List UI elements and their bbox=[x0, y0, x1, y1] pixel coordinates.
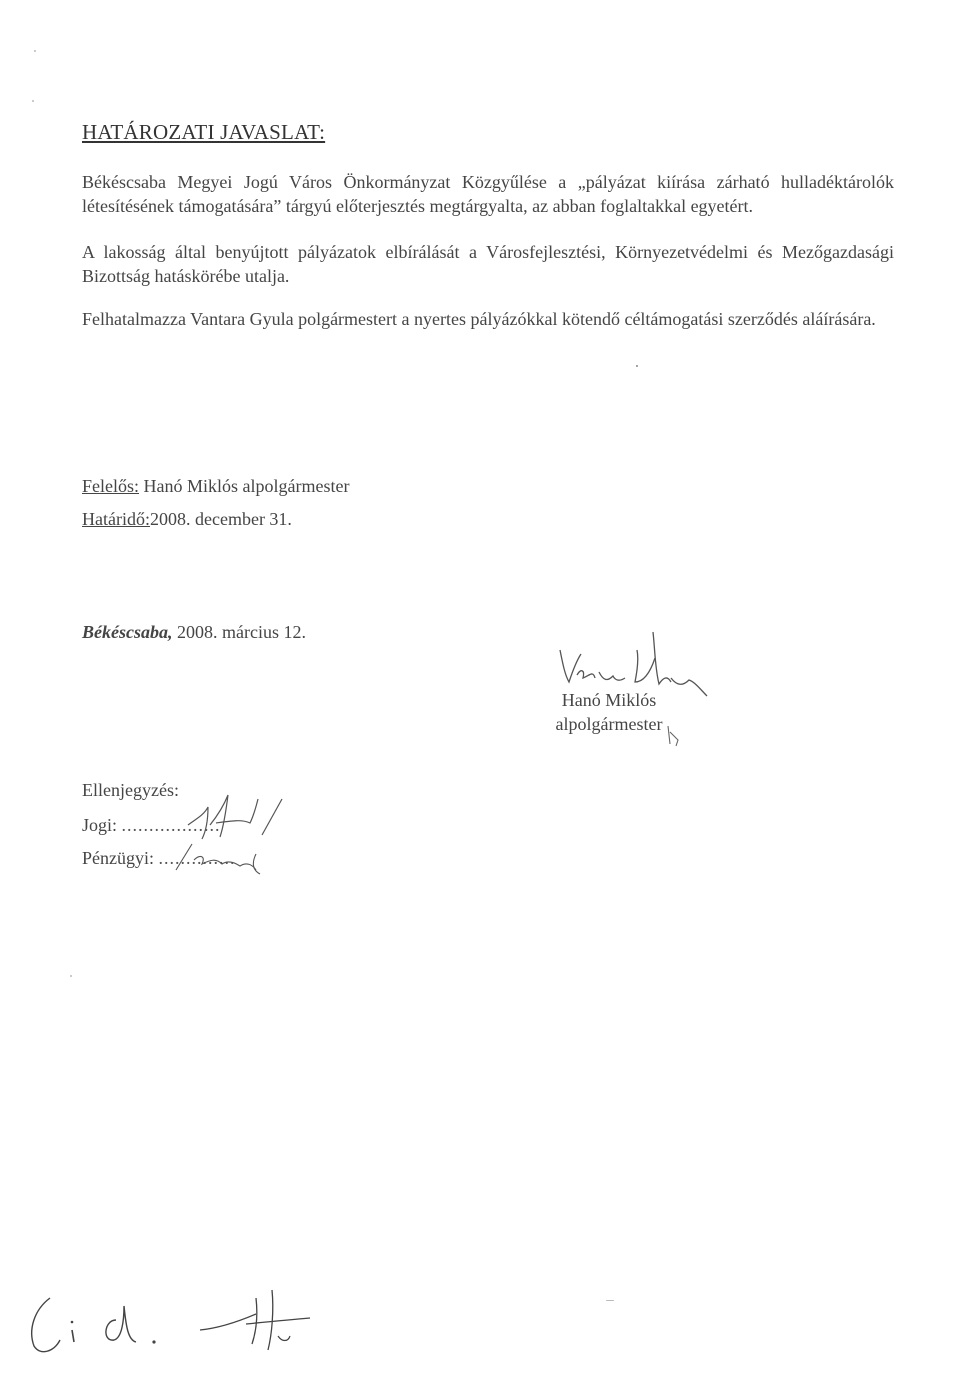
deadline-label: Határidő: bbox=[82, 509, 150, 529]
paragraph-committee: A lakosság által benyújtott pályázatok elbírálását a Városfejlesztési, Környezetvédelmi és Mezőgazdasági Bizottság hatáskörébe utalja. bbox=[82, 242, 894, 286]
deadline-value: 2008. december 31. bbox=[149, 509, 292, 529]
deadline-line bbox=[82, 509, 292, 530]
signatory-block bbox=[544, 688, 674, 736]
signatory-name: Hanó Miklós bbox=[561, 690, 657, 710]
place-date-line bbox=[82, 622, 306, 643]
paragraph-authorization: Felhatalmazza Vantara Gyula polgármestert a nyertes pályázókkal kötendő céltámogatási szerződés aláírására. bbox=[82, 309, 876, 329]
responsible-value: Hanó Miklós alpolgármester bbox=[143, 476, 350, 496]
financial-dots: .............. bbox=[158, 848, 236, 868]
scan-speck bbox=[34, 50, 36, 52]
signatory-initial-mark bbox=[664, 718, 694, 748]
scan-speck bbox=[636, 365, 638, 367]
place-text: Békéscsaba, bbox=[82, 622, 173, 642]
legal-signature bbox=[150, 785, 300, 845]
financial-label: Pénzügyi: bbox=[82, 848, 154, 868]
paragraph-resolution: Békéscsaba Megyei Jogú Város Önkormányzat Közgyűlése a „pályázat kiírása zárható hulladéktárolók létesítésének támogatására” tárgyú előterjesztés megtárgyalta, az abban foglaltakkal egyetért. bbox=[82, 172, 894, 216]
responsible-label: Felelős: bbox=[82, 476, 139, 496]
legal-label: Jogi: bbox=[82, 815, 118, 835]
bottom-handwritten-note bbox=[20, 1280, 320, 1370]
document-heading: HATÁROZATI JAVASLAT: bbox=[82, 120, 326, 144]
legal-dots: .................. bbox=[121, 815, 221, 835]
date-text: 2008. március 12. bbox=[176, 622, 306, 642]
financial-signature bbox=[170, 840, 290, 880]
responsible-line bbox=[82, 476, 349, 497]
signatory-title: alpolgármester bbox=[555, 714, 663, 734]
scan-speck bbox=[70, 975, 72, 977]
scan-speck bbox=[606, 1300, 614, 1301]
countersign-label: Ellenjegyzés: bbox=[82, 780, 179, 800]
scan-speck bbox=[32, 100, 34, 102]
